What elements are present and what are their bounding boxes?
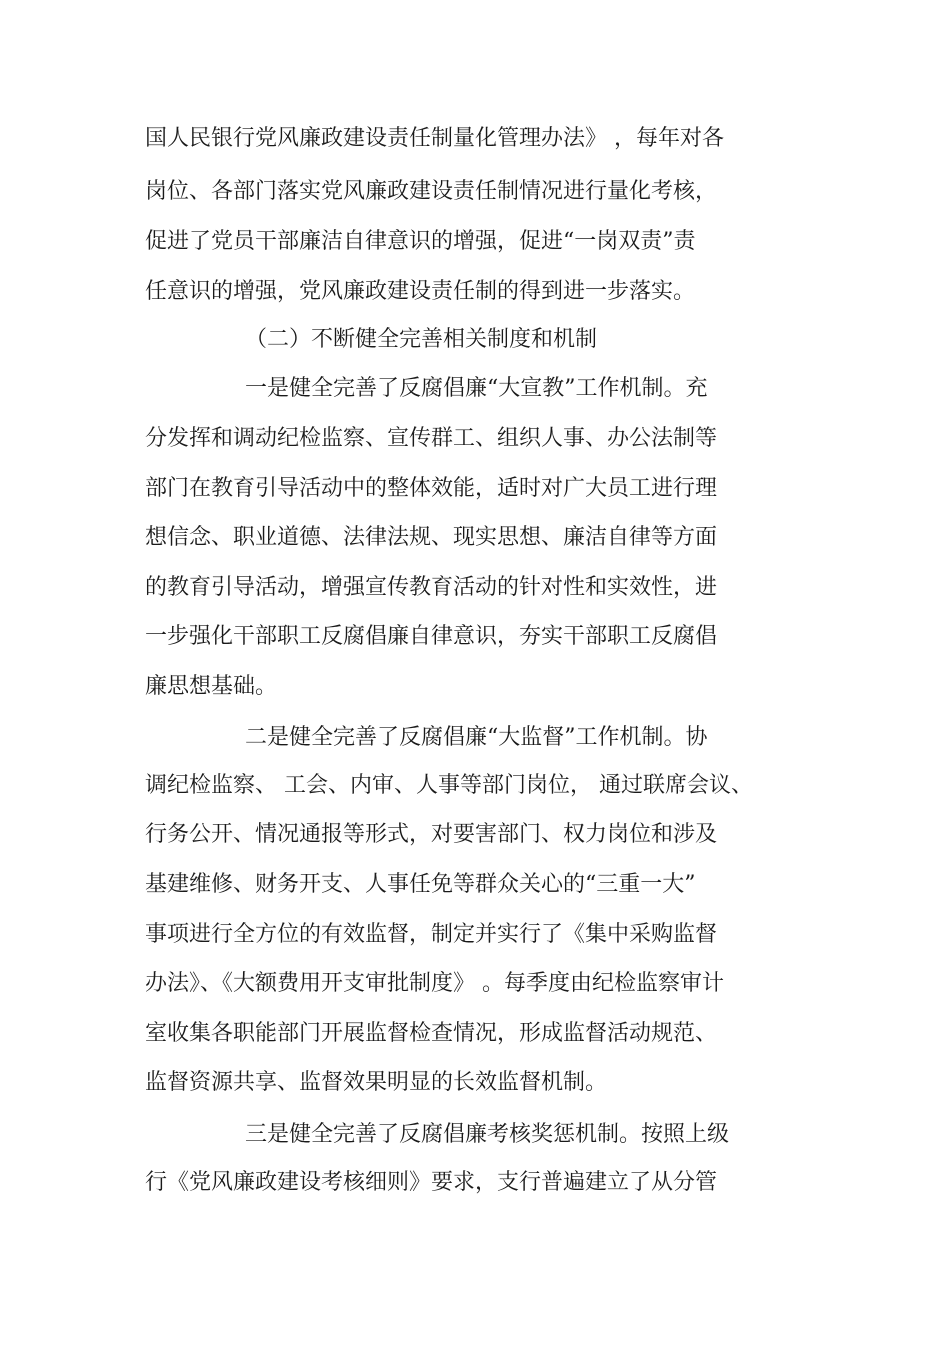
text-line: 任意识的增强，党风廉政建设责任制的得到进一步落实。 (145, 279, 696, 304)
text-line: 廉思想基础。 (145, 674, 278, 699)
text-line: 国人民银行党风廉政建设责任制量化管理办法》 ，每年对各 (145, 126, 724, 151)
text-line: 岗位、各部门落实党风廉政建设责任制情况进行量化考核， (145, 179, 718, 204)
text-line: 室收集各职能部门开展监督检查情况，形成监督活动规范、 (145, 1021, 718, 1046)
text-line: 基建维修、财务开支、人事任免等群众关心的“三重一大” (145, 872, 696, 897)
text-line: 监督资源共享、监督效果明显的长效监督机制。 (145, 1070, 608, 1095)
text-line: 一步强化干部职工反腐倡廉自律意识，夯实干部职工反腐倡 (145, 624, 718, 649)
text-line: 的教育引导活动，增强宣传教育活动的针对性和实效性，进 (145, 575, 718, 600)
text-line: 行《党风廉政建设考核细则》要求，支行普遍建立了从分管 (145, 1170, 718, 1195)
text-line: 二是健全完善了反腐倡廉“大监督”工作机制。协 (245, 725, 708, 750)
text-line: 一是健全完善了反腐倡廉“大宣教”工作机制。充 (245, 376, 708, 401)
text-line: 办法》、《大额费用开支审批制度》 。每季度由纪检监察审计 (145, 971, 724, 996)
text-line: 部门在教育引导活动中的整体效能，适时对广大员工进行理 (145, 476, 718, 501)
text-line: 三是健全完善了反腐倡廉考核奖惩机制。按照上级 (245, 1122, 730, 1147)
text-line: 事项进行全方位的有效监督，制定并实行了《集中采购监督 (145, 922, 718, 947)
text-line: 想信念、职业道德、法律法规、现实思想、廉洁自律等方面 (145, 525, 718, 550)
text-line: 调纪检监察、 工会、内审、人事等部门岗位， 通过联席会议、 (145, 773, 753, 798)
text-line: 行务公开、情况通报等形式，对要害部门、权力岗位和涉及 (145, 822, 718, 847)
text-line: 促进了党员干部廉洁自律意识的增强，促进“一岗双责”责 (145, 229, 696, 254)
text-line: 分发挥和调动纪检监察、宣传群工、组织人事、办公法制等 (145, 426, 718, 451)
section-heading: （二）不断健全完善相关制度和机制 (245, 327, 598, 352)
